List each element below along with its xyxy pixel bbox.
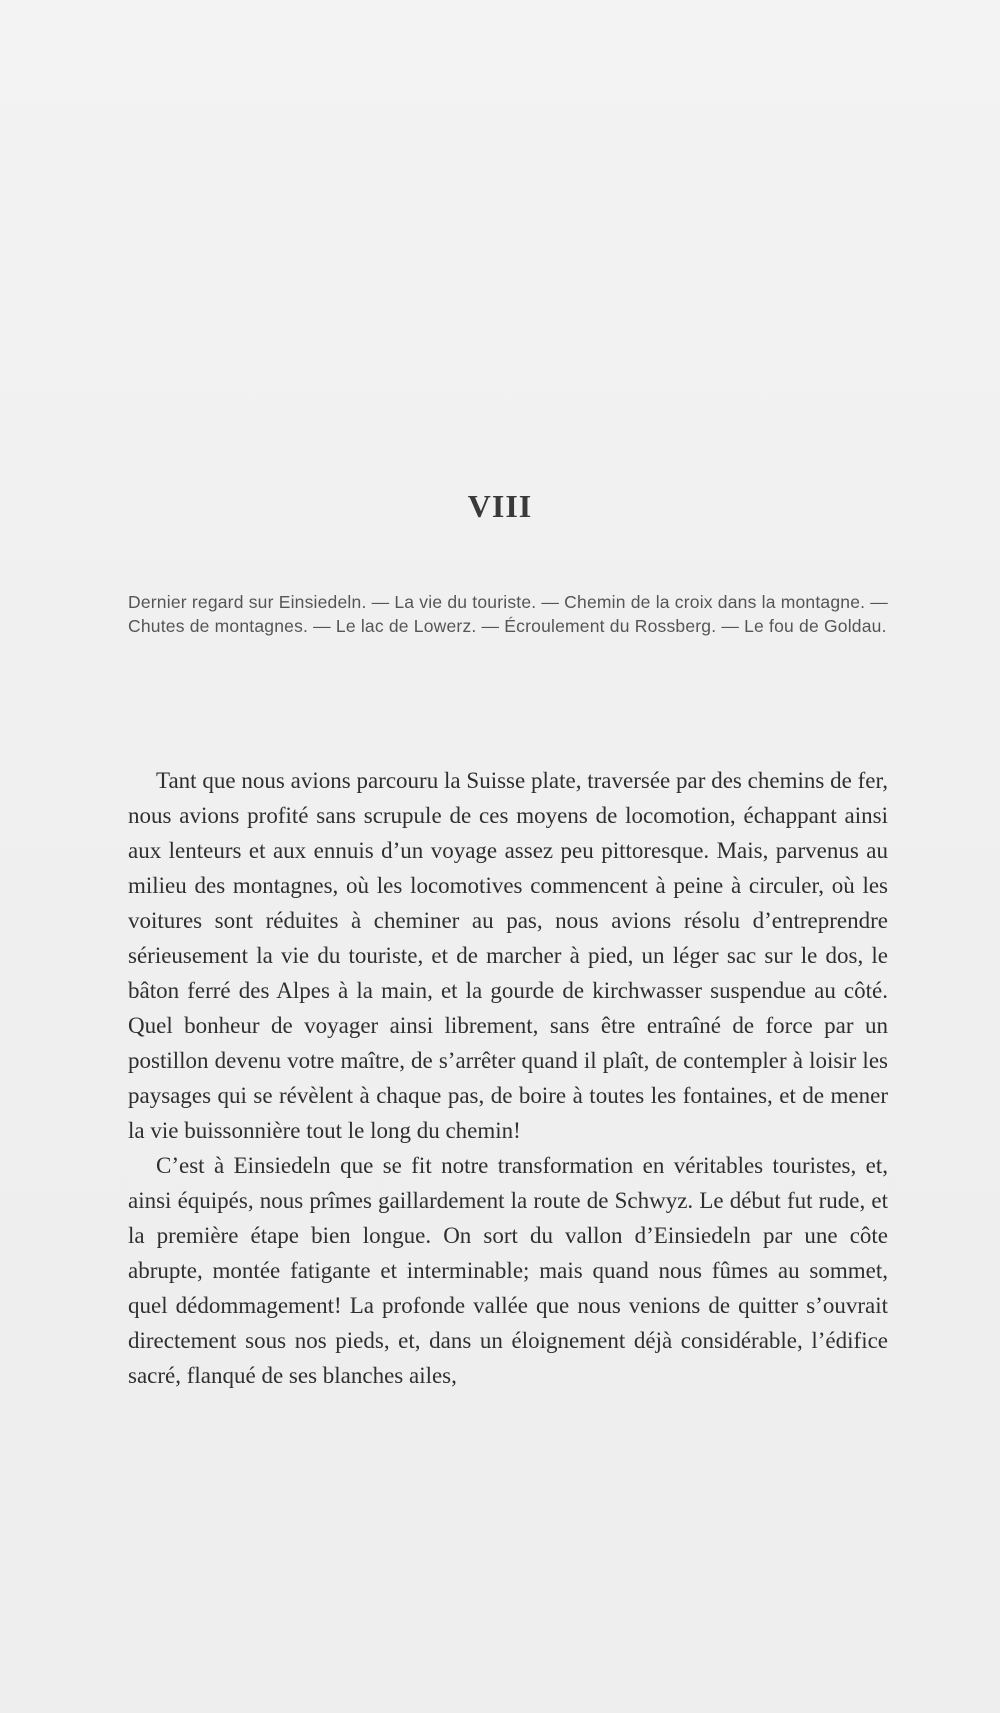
chapter-number: VIII [467,488,533,524]
chapter-summary: Dernier regard sur Einsiedeln. — La vie du touriste. — Chemin de la croix dans la montagne. — Chutes de montagnes. — Le lac de Lowerz. — Écroulement du Rossberg. — Le fou de Goldau. [128,592,888,636]
body-text [128,763,888,1393]
paragraph-1: Tant que nous avions parcouru la Suisse plate, traversée par des chemins de fer, nous avions profité sans scrupule de ces moyens de locomotion, échappant ainsi aux lenteurs et aux ennuis d’un voyage assez peu pittoresque. Mais, parvenus au milieu des montagnes, où les locomotives commencent à peine à circuler, où les voitures sont réduites à cheminer au pas, nous avions résolu d’entreprendre sérieusement la vie du touriste, et de marcher à pied, un léger sac sur le dos, le bâton ferré des Alpes à la main, et la gourde de kirchwasser suspendue au côté. Quel bonheur de voyager ainsi librement, sans être entraîné de force par un postillon devenu votre maître, de s’arrêter quand il plaît, de contempler à loisir les paysages qui se révèlent à chaque pas, de boire à toutes les fontaines, et de mener la vie buissonnière tout le long du chemin! [128,768,888,1143]
paragraph-2: C’est à Einsiedeln que se fit notre transformation en véritables touristes, et, ainsi équipés, nous prîmes gaillardement la route de Schwyz. Le début fut rude, et la première étape bien longue. On sort du vallon d’Einsiedeln par une côte abrupte, montée fatigante et interminable; mais quand nous fûmes au sommet, quel dédommagement! La profonde vallée que nous venions de quitter s’ouvrait directement sous nos pieds, et, dans un éloignement déjà considérable, l’édifice sacré, flanqué de ses blanches ailes, [128,1153,888,1388]
